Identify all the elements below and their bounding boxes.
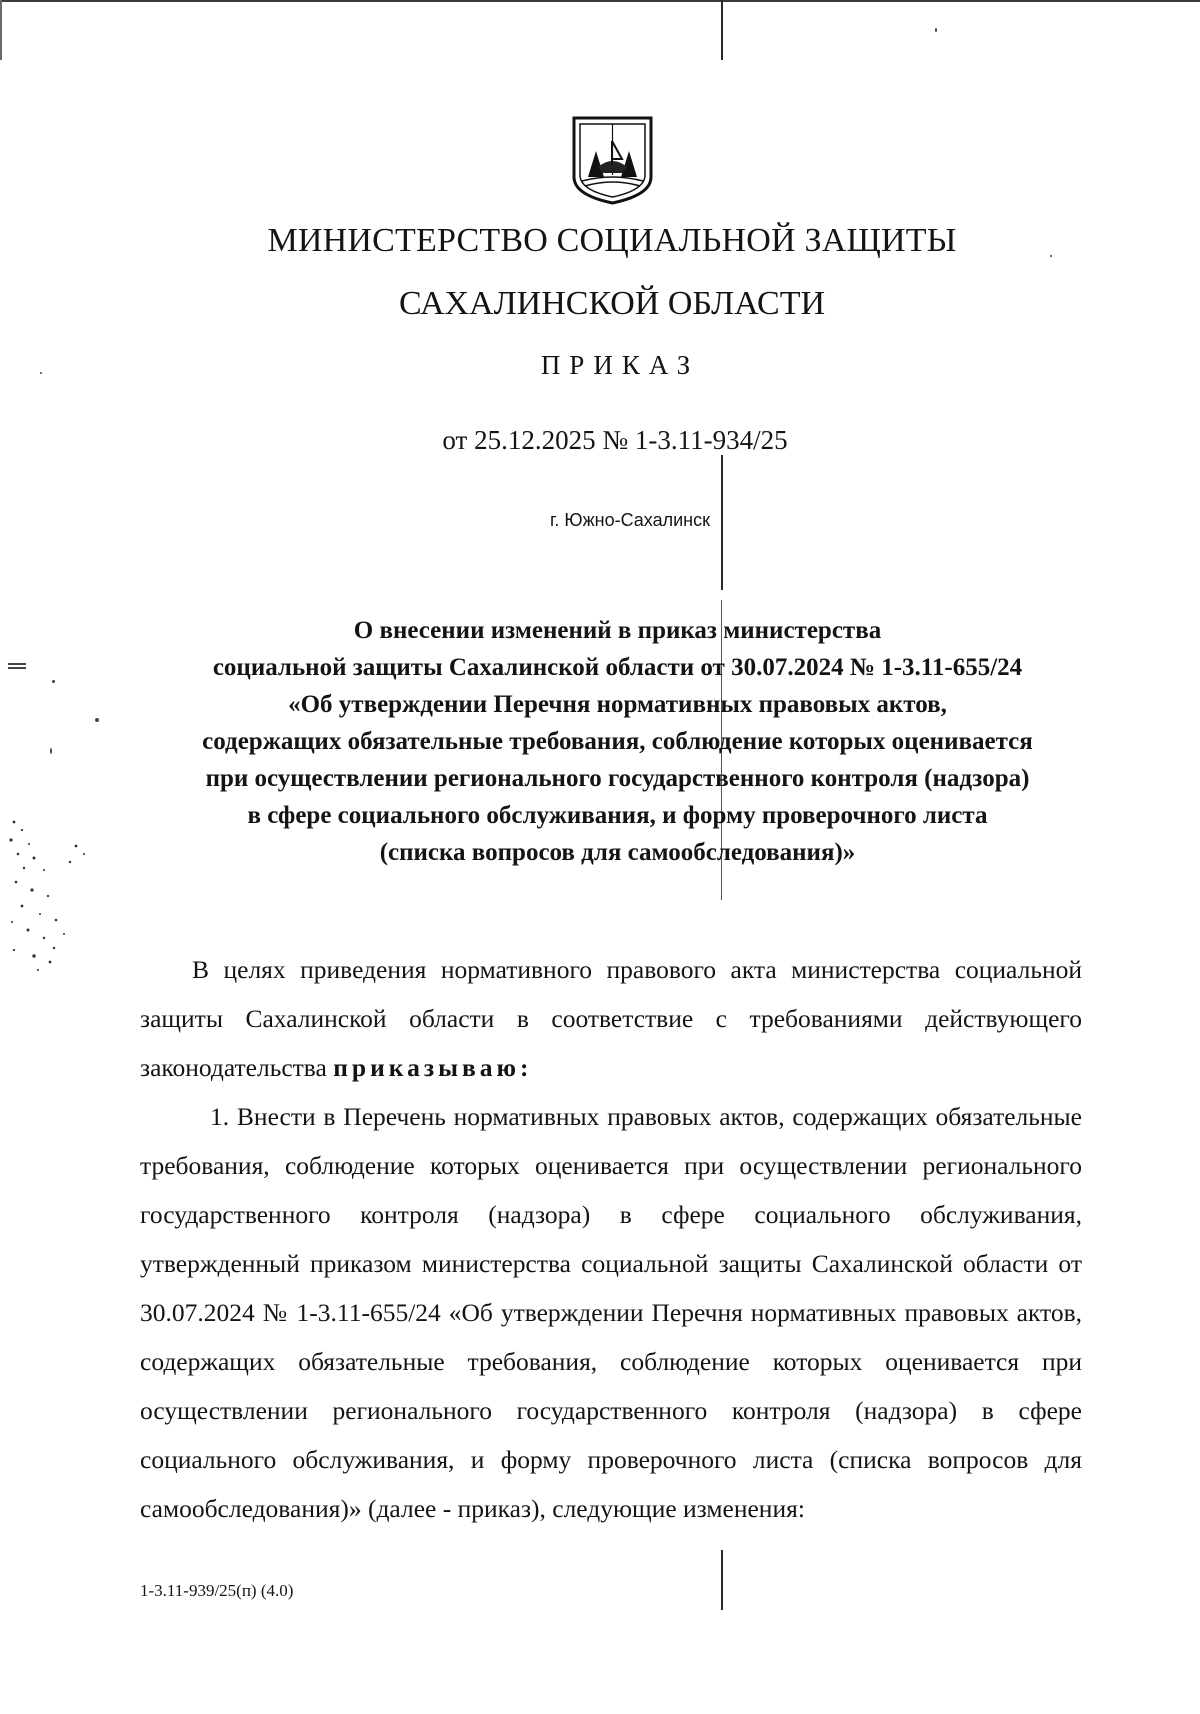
document-title	[100, 612, 1135, 871]
preamble-text: В целях приведения нормативного правового акта министерства социальной защиты Сахалинской области в соответствие с требованиями действующего законодательства	[140, 955, 1082, 1082]
scan-speck	[935, 28, 937, 32]
title-line: при осуществлении регионального государственного контроля (надзора)	[205, 765, 1030, 792]
preamble-paragraph	[140, 945, 1082, 1092]
order-date-number: от 25.12.2025 № 1-3.11-934/25	[442, 425, 788, 455]
scan-edge-line	[0, 0, 1200, 2]
sakhalin-coat-of-arms-icon	[570, 115, 655, 205]
ministry-name-line-1: МИНИСТЕРСТВО СОЦИАЛЬНОЙ ЗАЩИТЫ	[267, 222, 957, 259]
scan-noise	[4, 810, 99, 985]
document-type: ПРИКАЗ	[540, 350, 700, 380]
scan-speck	[95, 718, 99, 722]
title-line: содержащих обязательные требования, соблюдение которых оценивается	[202, 728, 1033, 755]
title-line: в сфере социального обслуживания, и форму проверочного листа	[247, 802, 988, 829]
scan-speck	[52, 680, 55, 683]
title-line: социальной защиты Сахалинской области от 30.07.2024 № 1-3.11-655/24	[212, 654, 1023, 681]
scan-edge-line	[0, 0, 2, 60]
order-command: приказываю:	[333, 1053, 533, 1082]
clause-1-paragraph: 1. Внести в Перечень нормативных правовых актов, содержащих обязательные требования, соблюдение которых оценивается при осуществлении регионального государственного контроля (надзора) в сфере социального обслуживания, утвержденный приказом министерства социальной защиты Сахалинской области от 30.07.2024 № 1-3.11-655/24 «Об утверждении Перечня нормативных правовых актов, содержащих обязательные требования, соблюдение которых оценивается при осуществлении регионального государственного контроля (надзора) в сфере социального обслуживания, и форму проверочного листа (списка вопросов для самообследования)» (далее - приказ), следующие изменения:	[140, 1102, 1082, 1523]
scan-fold-line	[721, 0, 723, 60]
title-line: «Об утверждении Перечня нормативных правовых актов,	[288, 691, 947, 718]
scan-speck	[50, 748, 52, 754]
ministry-name-line-2: САХАЛИНСКОЙ ОБЛАСТИ	[398, 285, 826, 322]
scan-fold-line	[721, 1550, 723, 1610]
title-line: О внесении изменений в приказ министерства	[353, 617, 882, 644]
scan-speck	[8, 663, 26, 665]
title-line: (списка вопросов для самообследования)»	[379, 839, 856, 866]
order-city: г. Южно-Сахалинск	[550, 510, 710, 530]
scan-speck	[8, 667, 26, 669]
document-code: 1-3.11-939/25(п) (4.0)	[140, 1581, 294, 1600]
